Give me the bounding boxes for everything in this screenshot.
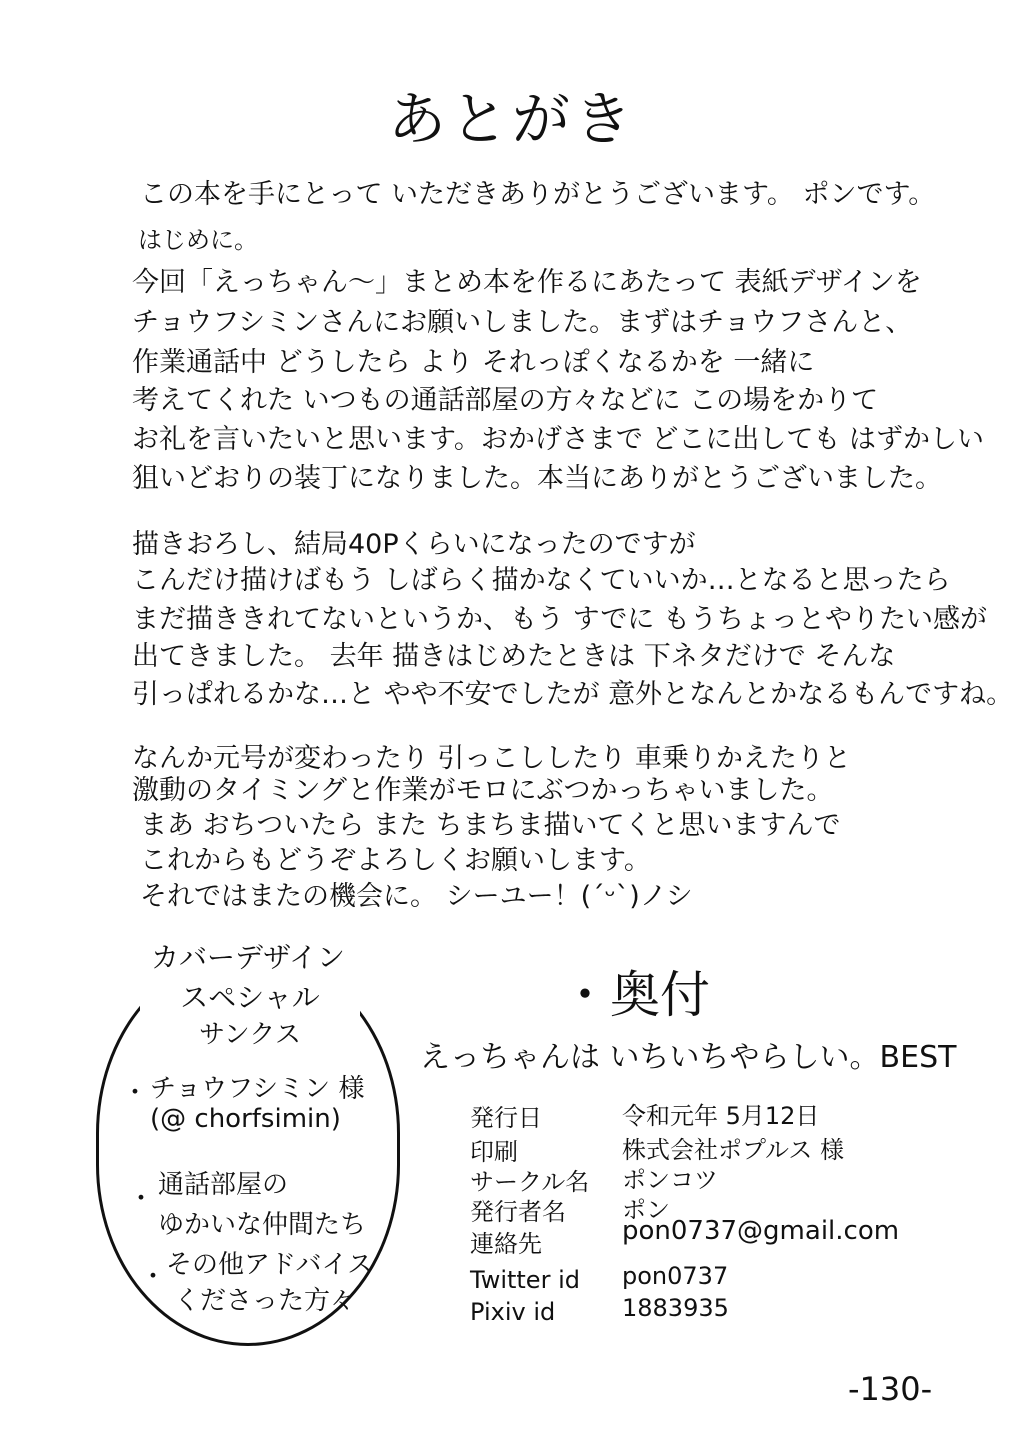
thanks-item: チョウフシミン 様 — [150, 1074, 365, 1104]
afterword-line: お礼を言いたいと思います。おかげさまで どこに出しても はずかしい — [132, 424, 985, 455]
thanks-item: ゆかいな仲間たち — [158, 1210, 367, 1240]
afterword-line: これからもどうぞよろしくお願いします。 — [140, 845, 651, 876]
colophon-value: ポンコツ — [622, 1166, 718, 1194]
afterword-line: 考えてくれた いつもの通話部屋の方々などに この場をかりて — [132, 385, 879, 416]
colophon-label: Twitter id — [470, 1266, 580, 1294]
page-number: -130- — [848, 1370, 933, 1408]
afterword-line: それではまたの機会に。 シーユー！(ˊᵕˋ)ノシ — [140, 881, 693, 912]
colophon-value: pon0737@gmail.com — [622, 1216, 900, 1246]
afterword-line: 今回「えっちゃん〜」まとめ本を作るにあたって 表紙デザインを — [132, 267, 922, 298]
afterword-line: この本を手にとって いただきありがとうございます。 ポンです。 — [140, 179, 936, 210]
colophon-label: 発行者名 — [470, 1198, 566, 1226]
colophon-value: 令和元年 5月12日 — [622, 1102, 820, 1130]
colophon-label: サークル名 — [470, 1168, 590, 1196]
page-title: あとがき — [387, 85, 636, 153]
afterword-line: 激動のタイミングと作業がモロにぶつかっちゃいました。 — [132, 775, 834, 806]
thanks-heading: サンクス — [160, 1014, 340, 1051]
afterword-line: チョウフシミンさんにお願いしました。まずはチョウフさんと、 — [132, 307, 913, 338]
afterword-line: 作業通話中 どうしたら より それっぽくなるかを 一緒に — [132, 347, 815, 378]
afterword-line: 引っぱれるかな…と やや不安でしたが 意外となんとかなるもんですね。 — [132, 679, 1014, 710]
afterword-line: こんだけ描けばもう しばらく描かなくていいか…となると思ったら — [132, 565, 951, 596]
colophon-value: 株式会社ポプルス 様 — [622, 1136, 844, 1164]
colophon-label: 発行日 — [470, 1104, 542, 1132]
colophon-value: 1883935 — [622, 1294, 729, 1322]
afterword-line: まあ おちついたら また ちまちま描いてくと思いますんで — [140, 810, 841, 841]
bullet-icon: ・ — [122, 1078, 149, 1108]
thanks-heading: カバーデザイン — [118, 936, 378, 976]
afterword-line: まだ描ききれてないというか、もう すでに もうちょっとやりたい感が — [132, 604, 987, 635]
colophon-heading: ・奥付 — [560, 966, 710, 1024]
colophon-value: ポン — [622, 1196, 670, 1224]
afterword-line: 出てきました。 去年 描きはじめたときは 下ネタだけで そんな — [132, 641, 896, 672]
bullet-icon: ・ — [128, 1184, 155, 1214]
colophon-value: pon0737 — [622, 1262, 729, 1290]
colophon-label: Pixiv id — [470, 1298, 556, 1326]
thanks-item: (@ chorfsimin) — [150, 1104, 341, 1134]
afterword-line: 狙いどおりの装丁になりました。本当にありがとうございました。 — [132, 463, 942, 494]
thanks-item: その他アドバイス — [166, 1250, 374, 1280]
colophon-label: 印刷 — [470, 1138, 518, 1166]
thanks-heading: スペシャル — [140, 976, 360, 1016]
afterword-line: はじめに。 — [138, 226, 258, 254]
thanks-item: 通話部屋の — [158, 1170, 289, 1200]
bullet-icon: ・ — [140, 1262, 167, 1292]
afterword-line: なんか元号が変わったり 引っこししたり 車乗りかえたりと — [132, 743, 851, 774]
thanks-item: くださった方々 — [174, 1286, 357, 1316]
afterword-line: 描きおろし、結局40Pくらいになったのですが — [132, 529, 696, 560]
colophon-label: 連絡先 — [470, 1230, 542, 1258]
book-title: えっちゃんは いちいちやらしい。BEST — [420, 1040, 957, 1075]
